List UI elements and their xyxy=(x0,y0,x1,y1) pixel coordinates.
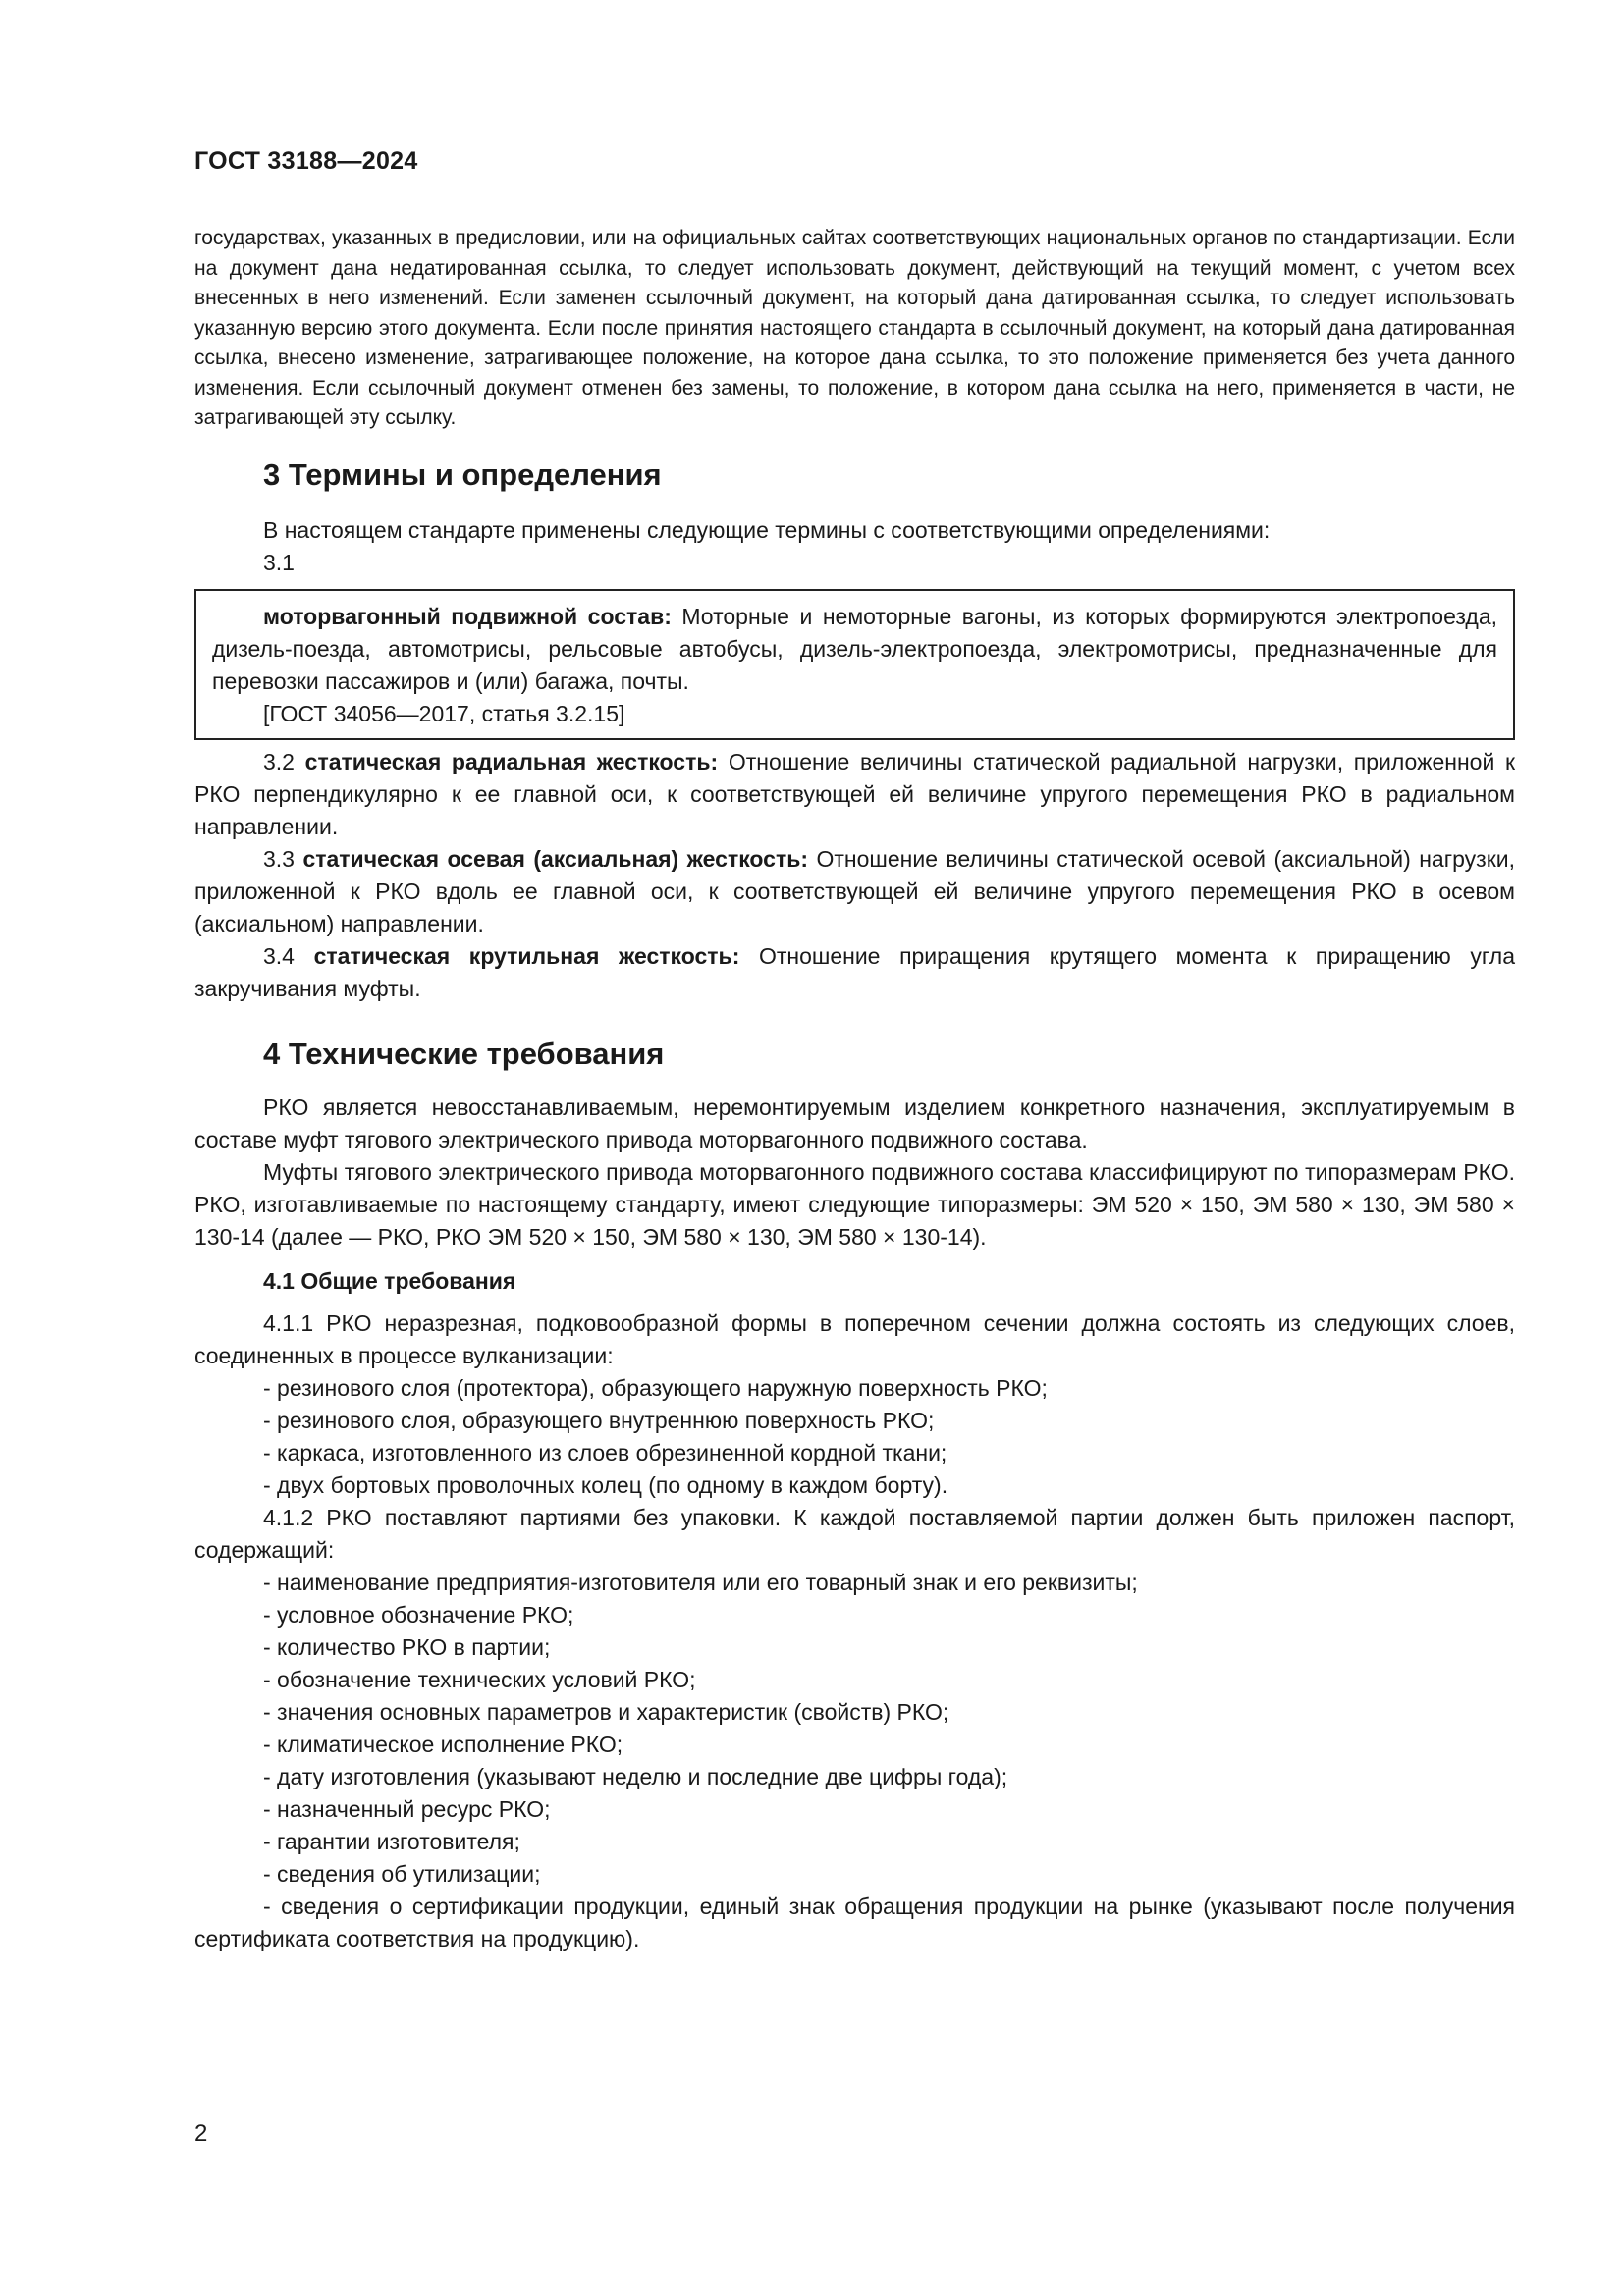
term-item xyxy=(194,746,1515,843)
list-item: - резинового слоя (протектора), образующего наружную поверхность РКО; xyxy=(263,1374,1048,1401)
term-name: статическая радиальная жесткость: xyxy=(304,748,719,774)
document-body xyxy=(194,224,1515,1955)
list-4-1-2 xyxy=(194,1567,1515,1891)
term-number: 3.2 xyxy=(263,748,295,774)
clause-4-1-2: 4.1.2 РКО поставляют партиями без упаковки. К каждой поставляемой партии должен быть приложен паспорт, содержащий: xyxy=(194,1504,1515,1563)
page-number: 2 xyxy=(194,2120,208,2147)
section-3-lead: В настоящем стандарте применены следующие термины с соответствующими определениями: xyxy=(263,516,1271,543)
list-item: - двух бортовых проволочных колец (по одному в каждом борту). xyxy=(263,1471,948,1498)
list-item: - резинового слоя, образующего внутреннюю поверхность РКО; xyxy=(263,1407,935,1433)
clause-4-1-1: 4.1.1 РКО неразрезная, подковообразной формы в поперечном сечении должна состоять из следующих слоев, соединенных в процессе вулканизации: xyxy=(194,1309,1515,1368)
term-3-1-text xyxy=(212,601,1497,698)
list-item: - обозначение технических условий РКО; xyxy=(263,1666,696,1692)
term-definition: Отношение величины статической радиальной нагрузки, приложенной к РКО перпендикулярно к ее главной оси, к соответствующей ей величине упругого перемещения РКО в радиальном направлении. xyxy=(194,748,1516,839)
term-3-1-definition: Моторные и немоторные вагоны, из которых формируются электропоезда, дизель-поезда, автомотрисы, рельсовые автобусы, дизель-электропоезда, электромотрисы, предназначенные для перевозки пассажиров и (или) багажа, почты. xyxy=(212,603,1498,694)
list-item: - климатическое исполнение РКО; xyxy=(263,1731,623,1757)
list-item: - условное обозначение РКО; xyxy=(263,1601,574,1628)
section-4-paragraph: РКО является невосстанавливаемым, неремонтируемым изделием конкретного назначения, эксплуатируемым в составе муфт тягового электрического привода моторвагонного подвижного состава. xyxy=(194,1094,1515,1152)
intro-paragraph: государствах, указанных в предисловии, или на официальных сайтах соответствующих национальных органов по стандартизации. Если на документ дана недатированная ссылка, то следует использовать документ, действующий на текущий момент, с учетом всех внесенных в него изменений. Если заменен ссылочный документ, на который дана датированная ссылка, то следует использовать указанную версию этого документа. Если после принятия настоящего стандарта в ссылочный документ, на который дана датированная ссылка, внесено изменение, затрагивающее положение, на которое дана ссылка, то это положение применяется без учета данного изменения. Если ссылочный документ отменен без замены, то положение, в котором дана ссылка на него, применяется в части, не затрагивающей эту ссылку. xyxy=(194,227,1515,429)
term-name: статическая осевая (аксиальная) жесткость: xyxy=(302,845,809,872)
term-3-1-term: моторвагонный подвижной состав: xyxy=(263,603,672,629)
term-item xyxy=(194,843,1515,940)
document-code-header: ГОСТ 33188—2024 xyxy=(194,147,418,175)
terms-list xyxy=(194,746,1515,1005)
term-3-1-number: 3.1 xyxy=(263,549,295,575)
list-item: - количество РКО в партии; xyxy=(263,1633,551,1660)
term-definition: Отношение величины статической осевой (аксиальной) нагрузки, приложенной к РКО вдоль ее главной оси, к соответствующей ей величине упругого перемещения РКО в осевом (аксиальном) направлении. xyxy=(194,845,1515,936)
list-item-wrapped: - сведения о сертификации продукции, единый знак обращения продукции на рынке (указывают после получения сертификата соответствия на продукцию). xyxy=(194,1893,1515,1951)
list-item: - назначенный ресурс РКО; xyxy=(263,1795,551,1822)
list-4-1-1 xyxy=(194,1372,1515,1502)
list-item: - гарантии изготовителя; xyxy=(263,1828,520,1854)
term-item xyxy=(194,940,1515,1005)
term-name: статическая крутильная жесткость: xyxy=(313,942,740,969)
list-item: - значения основных параметров и характеристик (свойств) РКО; xyxy=(263,1698,949,1725)
term-definition: Отношение приращения крутящего момента к приращению угла закручивания муфты. xyxy=(194,942,1516,1001)
term-number: 3.4 xyxy=(263,942,295,969)
list-item: - каркаса, изготовленного из слоев обрезиненной кордной ткани; xyxy=(263,1439,947,1466)
list-item: - сведения об утилизации; xyxy=(263,1860,541,1887)
section-4-heading: 4 Технические требования xyxy=(263,1036,665,1071)
term-number: 3.3 xyxy=(263,845,295,872)
term-3-1-source: [ГОСТ 34056—2017, статья 3.2.15] xyxy=(263,700,625,726)
subsection-4-1-heading: 4.1 Общие требования xyxy=(263,1267,516,1294)
section-4-paragraph: Муфты тягового электрического привода моторвагонного подвижного состава классифицируют по типоразмерам РКО. РКО, изготавливаемые по настоящему стандарту, имеют следующие типоразмеры: ЭМ 520 × 150, ЭМ 580 × 130, ЭМ 580 × 130-14 (далее — РКО, РКО ЭМ 520 × 150, ЭМ 580 × 130, ЭМ 580 × 130-14). xyxy=(194,1158,1515,1250)
list-item: - наименование предприятия-изготовителя или его товарный знак и его реквизиты; xyxy=(263,1569,1138,1595)
section-3-heading: 3 Термины и определения xyxy=(263,456,662,492)
list-item: - дату изготовления (указывают неделю и последние две цифры года); xyxy=(263,1763,1008,1789)
term-3-1-box xyxy=(194,589,1515,740)
